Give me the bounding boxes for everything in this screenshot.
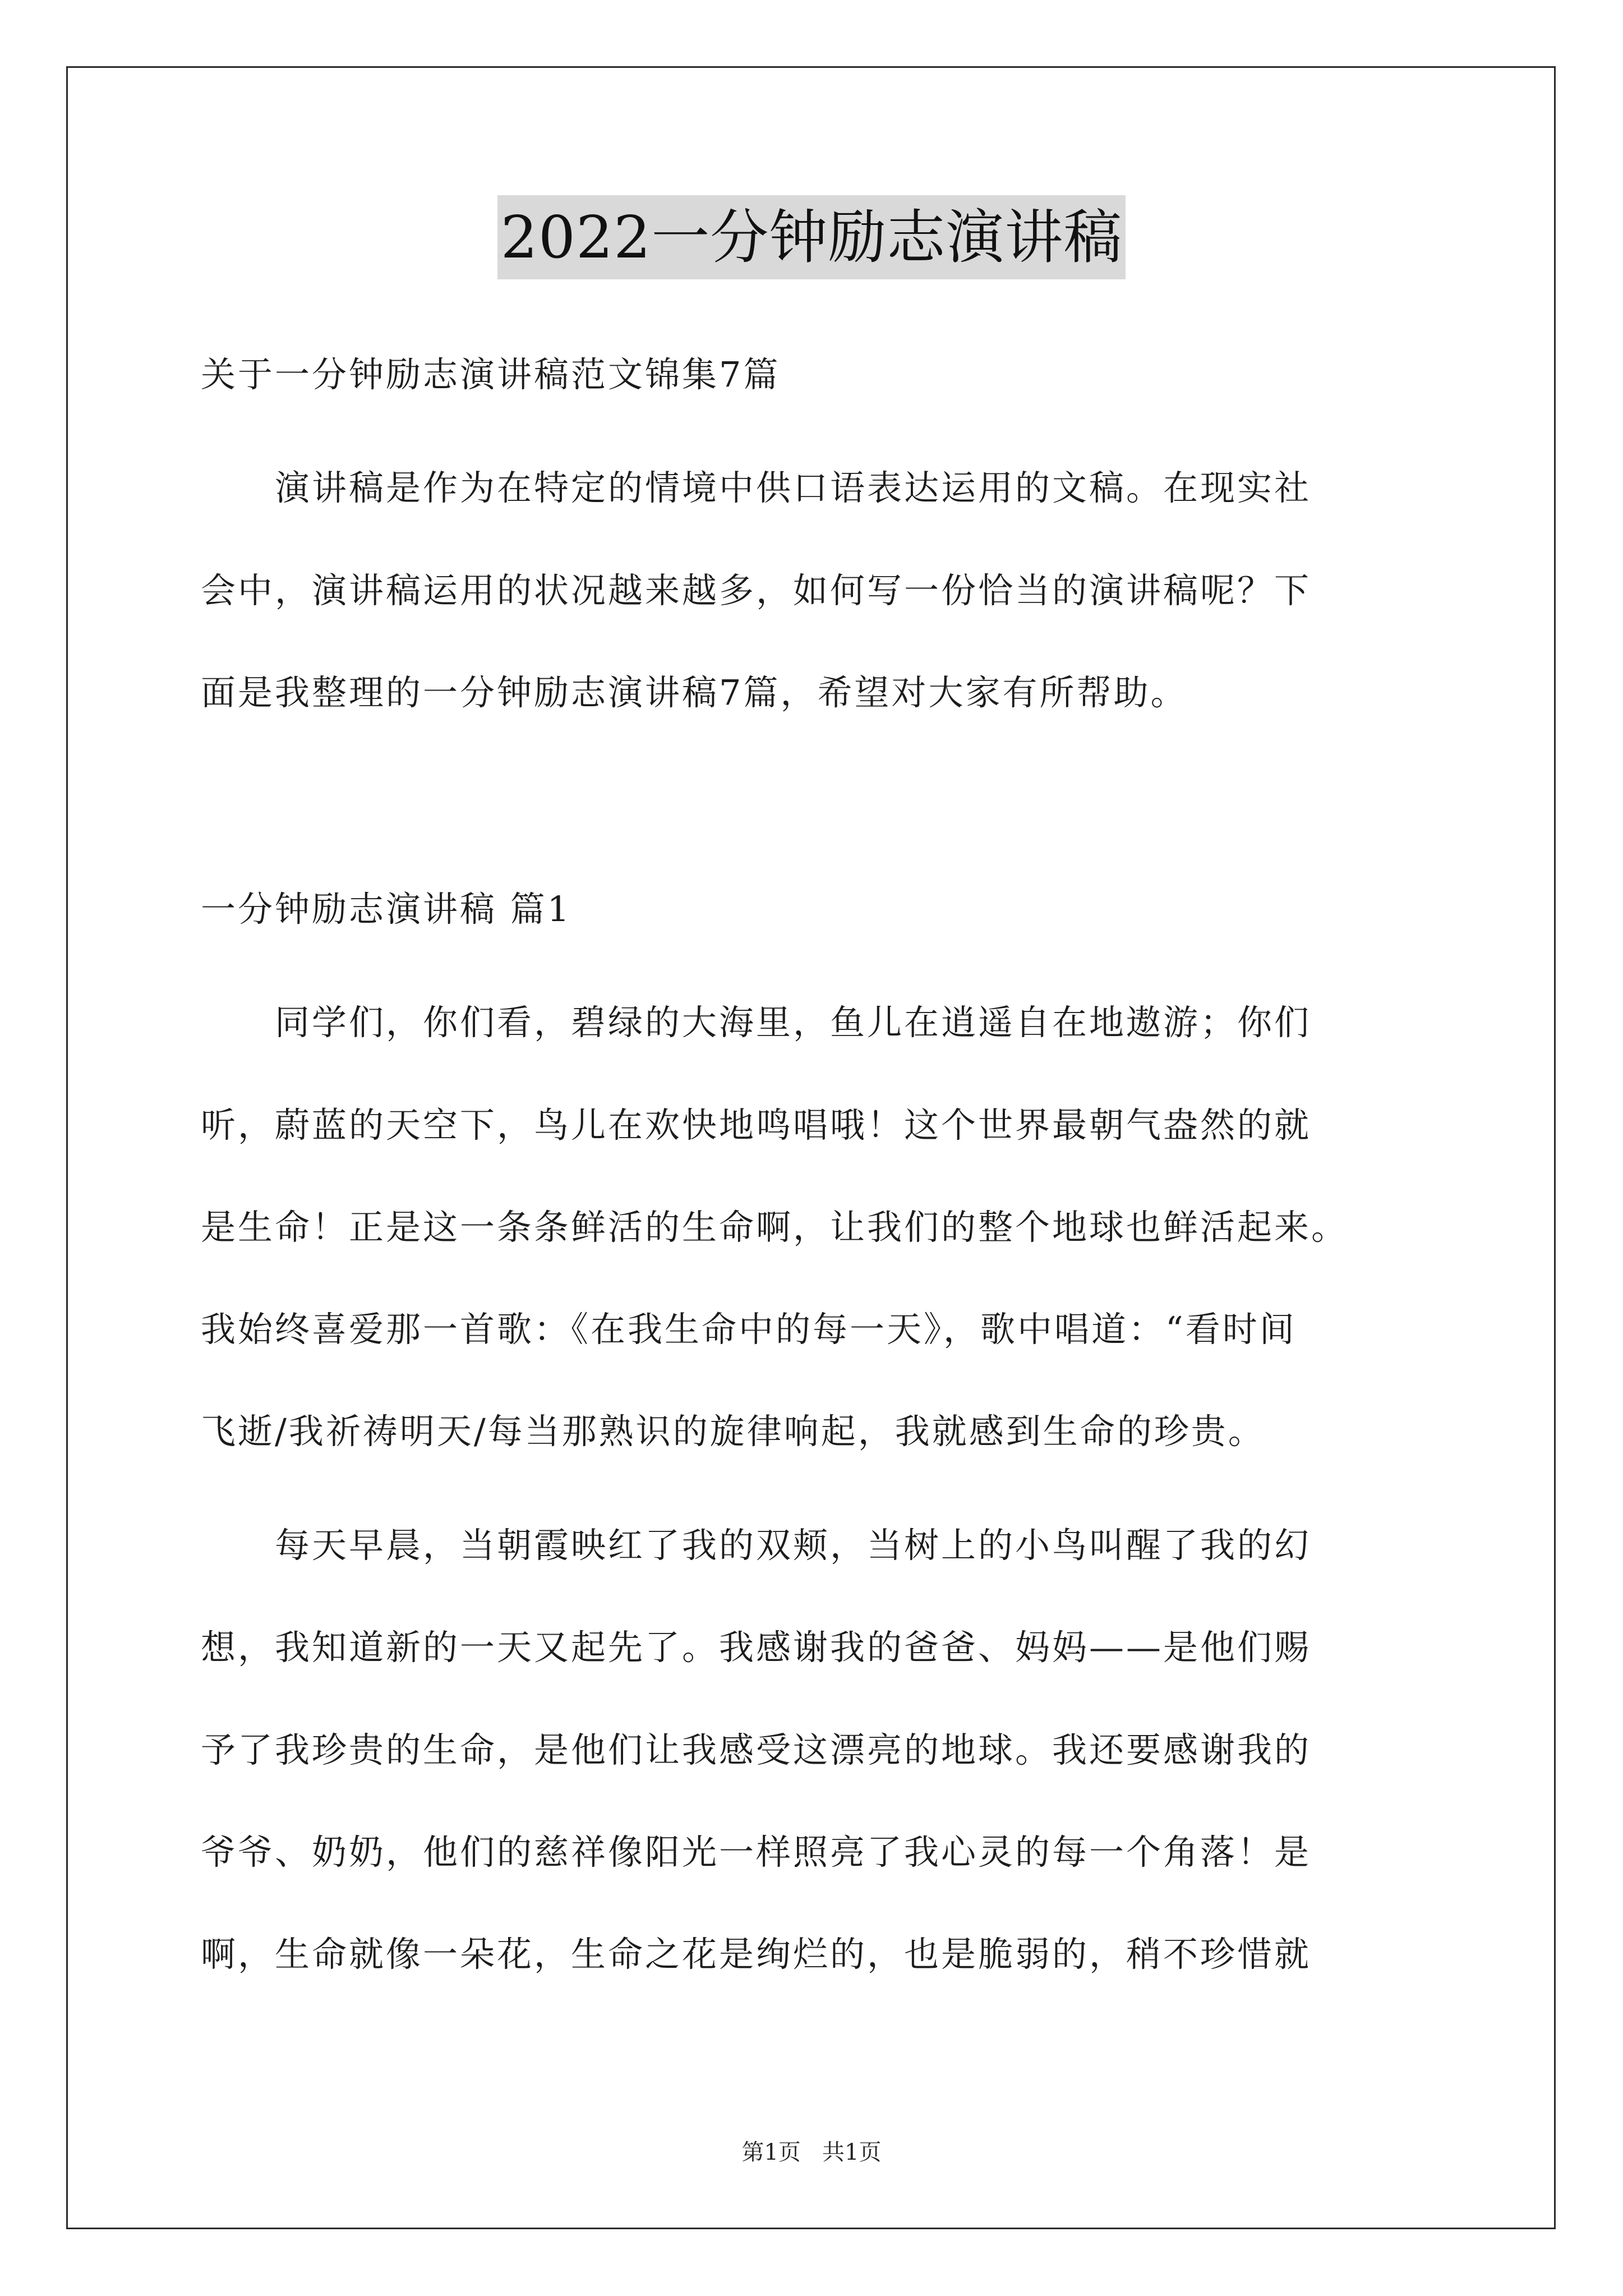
title-container [0,195,1623,279]
paragraph2-line-4: 爷爷、奶奶，他们的慈祥像阳光一样照亮了我心灵的每一个角落！是 [201,1832,1312,1872]
paragraph1-line-5: 飞逝/我祈祷明天/每当那熟识的旋律响起，我就感到生命的珍贵。 [201,1411,1265,1452]
paragraph1-line-4: 我始终喜爱那一首歌：《在我生命中的每一天》，歌中唱道：“看时间 [201,1309,1297,1350]
page-footer: 第1页 共1页 [741,2139,882,2165]
intro-line-3: 面是我整理的一分钟励志演讲稿7篇，希望对大家有所帮助。 [201,672,1188,713]
paragraph2-line-1: 每天早晨，当朝霞映红了我的双颊，当树上的小鸟叫醒了我的幻 [275,1525,1312,1566]
intro-line-2: 会中，演讲稿运用的状况越来越多，如何写一份恰当的演讲稿呢？下 [201,570,1312,611]
section-heading: 一分钟励志演讲稿 篇1 [201,889,572,930]
paragraph2-line-2: 想，我知道新的一天又起先了。我感谢我的爸爸、妈妈——是他们赐 [201,1627,1312,1668]
paragraph2-line-5: 啊，生命就像一朵花，生命之花是绚烂的，也是脆弱的，稍不珍惜就 [201,1934,1312,1975]
paragraph1-line-2: 听，蔚蓝的天空下，鸟儿在欢快地鸣唱哦！这个世界最朝气盎然的就 [201,1105,1312,1145]
paragraph1-line-3: 是生命！正是这一条条鲜活的生命啊，让我们的整个地球也鲜活起来。 [201,1207,1349,1248]
paragraph1-line-1: 同学们，你们看，碧绿的大海里，鱼儿在逍遥自在地遨游；你们 [275,1002,1312,1043]
document-title: 2022一分钟励志演讲稿 [497,195,1126,279]
paragraph2-line-3: 予了我珍贵的生命，是他们让我感受这漂亮的地球。我还要感谢我的 [201,1729,1312,1770]
document-subtitle: 关于一分钟励志演讲稿范文锦集7篇 [201,354,781,395]
intro-line-1: 演讲稿是作为在特定的情境中供口语表达运用的文稿。在现实社 [275,467,1312,508]
